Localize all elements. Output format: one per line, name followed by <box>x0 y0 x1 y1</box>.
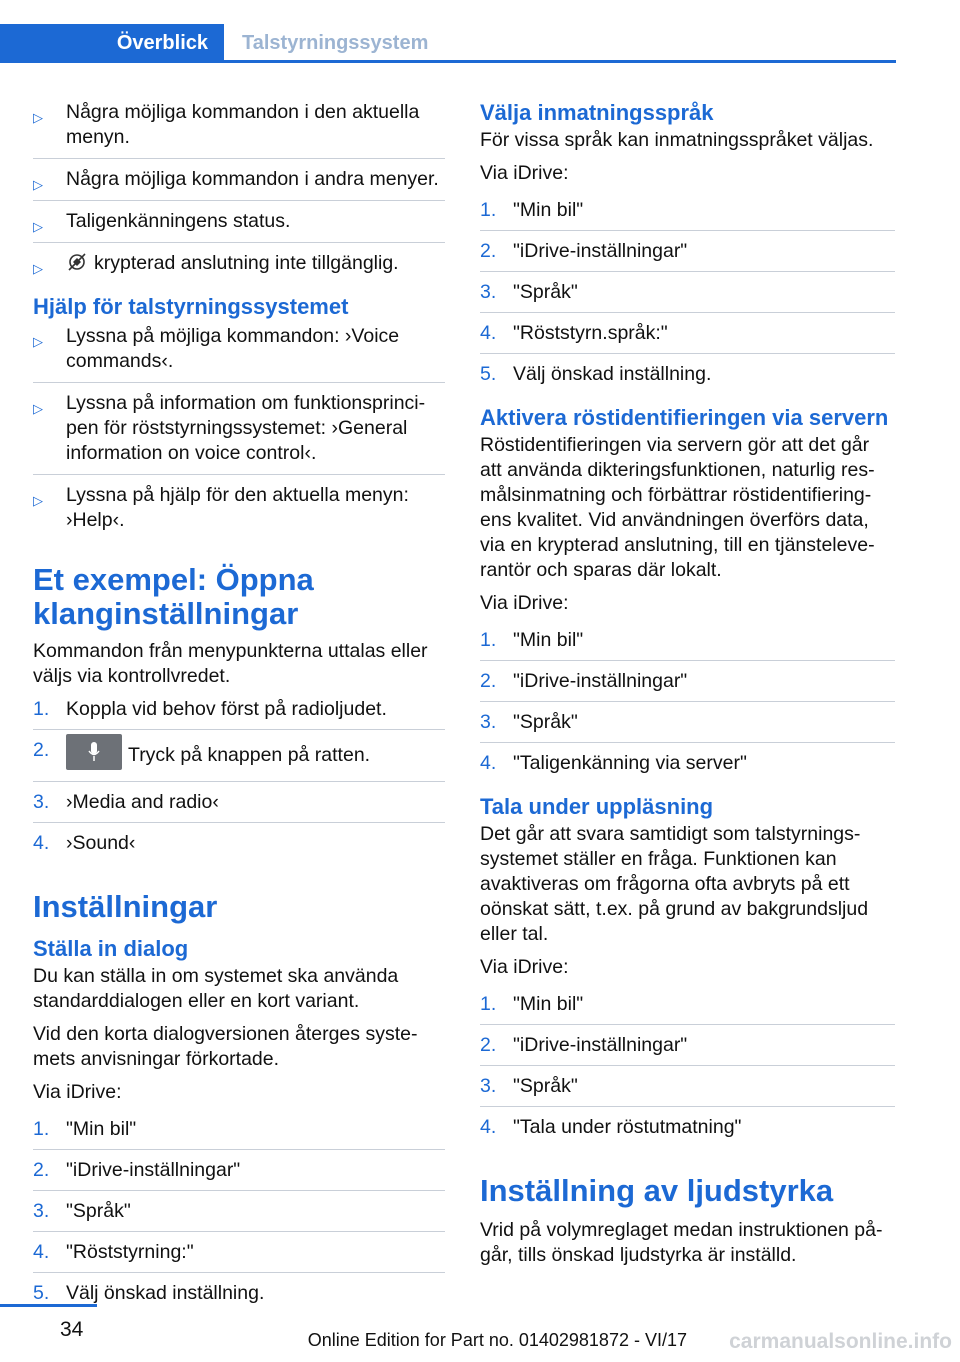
server-step: 4. "Taligenkänning via server" <box>480 752 747 774</box>
tab-overview: Överblick <box>0 24 224 62</box>
bullet-text: krypterad anslutning inte tillgänglig. <box>94 252 399 274</box>
example-step: 3. ›Media and radio‹ <box>33 791 219 813</box>
status-bullet <box>33 167 445 192</box>
divider <box>33 242 445 243</box>
step-text: "iDrive-inställningar" <box>513 240 688 262</box>
interrupt-step: 4. "Tala under röstutmatning" <box>480 1116 742 1138</box>
divider <box>33 1190 445 1191</box>
dialog-step: 4. "Röststyrning:" <box>33 1241 194 1263</box>
step-text: "Röststyrning:" <box>66 1241 194 1263</box>
step-text: "Min bil" <box>513 199 584 221</box>
step-text: Välj önskad inställning. <box>66 1282 265 1304</box>
tab-voice-control: Talstyrningssystem <box>242 31 429 54</box>
header-divider <box>0 60 896 63</box>
divider <box>33 200 445 201</box>
divider <box>33 1272 445 1273</box>
divider <box>33 158 445 159</box>
divider <box>480 230 895 231</box>
bullet-text: Lyssna på möjliga kommandon: ›Voice commands‹. <box>66 325 400 372</box>
example-step: 2. Tryck på knappen på ratten. <box>33 738 445 774</box>
interrupt-step: 3. "Språk" <box>480 1075 578 1097</box>
step-text: "Språk" <box>66 1200 131 1222</box>
watermark: carmanualsonline.info <box>729 1330 952 1353</box>
dialog-heading: Ställa in dialog <box>33 936 189 961</box>
page-header <box>0 0 960 64</box>
step-text: "Tala under röstutmatning" <box>513 1116 742 1138</box>
divider <box>33 382 445 383</box>
help-heading: Hjälp för talstyrningssystemet <box>33 294 349 319</box>
divider <box>480 353 895 354</box>
server-step: 3. "Språk" <box>480 711 578 733</box>
via-idrive: Via iDrive: <box>480 956 569 978</box>
step-text: "Min bil" <box>66 1118 137 1140</box>
step-text: "Min bil" <box>513 629 584 651</box>
divider <box>480 271 895 272</box>
example-step: 4. ›Sound‹ <box>33 832 136 854</box>
language-step: 3. "Språk" <box>480 281 578 303</box>
triangle-bullet-icon: ▷ <box>33 261 43 276</box>
step-text: Välj önskad inställning. <box>513 363 712 385</box>
bullet-text: Lyssna på hjälp för den aktuella menyn: ›Help‹. <box>66 484 409 531</box>
language-text: För vissa språk kan inmatningsspråket väljas. <box>480 129 874 151</box>
microphone-button-icon <box>66 734 122 770</box>
triangle-bullet-icon: ▷ <box>33 177 43 192</box>
interrupt-step: 2. "iDrive-inställningar" <box>480 1034 688 1056</box>
step-text: "Röststyrn.språk:" <box>513 322 668 344</box>
step-text: "iDrive-inställningar" <box>513 670 688 692</box>
server-heading: Aktivera röstidentifieringen via servern <box>480 405 889 430</box>
language-step: 5. Välj önskad inställning. <box>480 363 712 385</box>
dialog-text-1: Du kan ställa in om systemet ska använda standarddialogen eller en kort variant. <box>33 965 399 1012</box>
divider <box>480 1024 895 1025</box>
status-bullet <box>33 100 445 150</box>
triangle-bullet-icon: ▷ <box>33 334 43 349</box>
left-column <box>33 100 445 1313</box>
triangle-bullet-icon: ▷ <box>33 493 43 508</box>
triangle-bullet-icon: ▷ <box>33 219 43 234</box>
step-text: "Språk" <box>513 281 578 303</box>
step-text: "Språk" <box>513 1075 578 1097</box>
divider <box>480 660 895 661</box>
page-number: 34 <box>60 1318 84 1341</box>
right-column <box>480 100 895 1276</box>
step-text: "Taligenkänning via server" <box>513 752 747 774</box>
example-text: Kommandon från menypunkterna uttalas eller väljs via kontrollvredet. <box>33 640 428 687</box>
via-idrive: Via iDrive: <box>480 162 569 184</box>
divider <box>33 1231 445 1232</box>
no-encryption-icon <box>66 252 88 272</box>
edition-note: Online Edition for Part no. 01402981872 - VI/17 <box>307 1330 687 1350</box>
triangle-bullet-icon: ▷ <box>33 110 43 125</box>
language-step: 1. "Min bil" <box>480 199 584 221</box>
volume-text: Vrid på volymreglaget medan instruktionen pågår, tills önskad ljudstyrka är inställd. <box>480 1219 883 1266</box>
via-idrive: Via iDrive: <box>480 592 569 614</box>
help-bullet <box>33 483 445 533</box>
footer-divider <box>0 1304 97 1307</box>
step-text: "iDrive-inställningar" <box>66 1159 241 1181</box>
server-text: Röstidentifieringen via servern gör att det går att använda dikteringsfunktionen, naturlig resmålsinmatning och förbättrar röstidentifieringens kvalitet. Vid användningen överförs data, via en krypterad anslutning, till en tjänsteleverantör och sparas där lokalt. <box>480 434 875 581</box>
volume-heading: Inställning av ljudstyrka <box>480 1173 834 1208</box>
dialog-step: 1. "Min bil" <box>33 1118 137 1140</box>
triangle-bullet-icon: ▷ <box>33 401 43 416</box>
bullet-text: Några möjliga kommandon i andra menyer. <box>66 168 439 190</box>
divider <box>33 1149 445 1150</box>
settings-heading: Inställningar <box>33 889 218 924</box>
divider <box>480 312 895 313</box>
dialog-text-2: Vid den korta dialogversionen återges systemets anvisningar förkortade. <box>33 1023 418 1070</box>
interrupt-text: Det går att svara samtidigt som talstyrningssystemet ställer en fråga. Funktionen kan avaktiveras om frågorna ofta avbryts på ett oönskat sätt, t.ex. på grund av bakgrundsljud eller tal. <box>480 823 869 945</box>
server-step: 2. "iDrive-inställningar" <box>480 670 688 692</box>
language-step: 4. "Röststyrn.språk:" <box>480 322 668 344</box>
language-heading: Välja inmatningsspråk <box>480 100 714 125</box>
bullet-text: Taligenkänningens status. <box>66 210 291 232</box>
help-bullet <box>33 324 445 374</box>
step-text: "iDrive-inställningar" <box>513 1034 688 1056</box>
divider <box>33 822 445 823</box>
step-text: Koppla vid behov först på radioljudet. <box>66 698 387 720</box>
status-bullet <box>33 209 445 234</box>
interrupt-step: 1. "Min bil" <box>480 993 584 1015</box>
step-text: Tryck på knappen på ratten. <box>128 744 371 767</box>
divider <box>480 701 895 702</box>
via-idrive: Via iDrive: <box>33 1081 122 1103</box>
example-heading: Et exempel: Öppna klanginställningar <box>33 562 314 631</box>
dialog-step: 2. "iDrive-inställningar" <box>33 1159 241 1181</box>
divider <box>33 781 445 782</box>
step-text: ›Sound‹ <box>66 832 136 854</box>
step-text: "Språk" <box>513 711 578 733</box>
bullet-text: Några möjliga kommandon i den aktuella menyn. <box>66 101 420 148</box>
divider <box>480 1065 895 1066</box>
help-bullet <box>33 391 445 466</box>
step-text: ›Media and radio‹ <box>66 791 219 813</box>
step-text: "Min bil" <box>513 993 584 1015</box>
example-step: 1. Koppla vid behov först på radioljudet. <box>33 698 387 720</box>
divider <box>33 474 445 475</box>
server-step: 1. "Min bil" <box>480 629 584 651</box>
divider <box>480 1106 895 1107</box>
divider <box>480 742 895 743</box>
language-step: 2. "iDrive-inställningar" <box>480 240 688 262</box>
interrupt-heading: Tala under uppläsning <box>480 794 714 819</box>
dialog-step: 5. Välj önskad inställning. <box>33 1282 265 1304</box>
bullet-text: Lyssna på information om funktionsprincipen för röststyrningssystemet: ›General information on voice control‹. <box>66 392 426 464</box>
divider <box>33 729 445 730</box>
status-bullet <box>33 251 445 276</box>
dialog-step: 3. "Språk" <box>33 1200 131 1222</box>
